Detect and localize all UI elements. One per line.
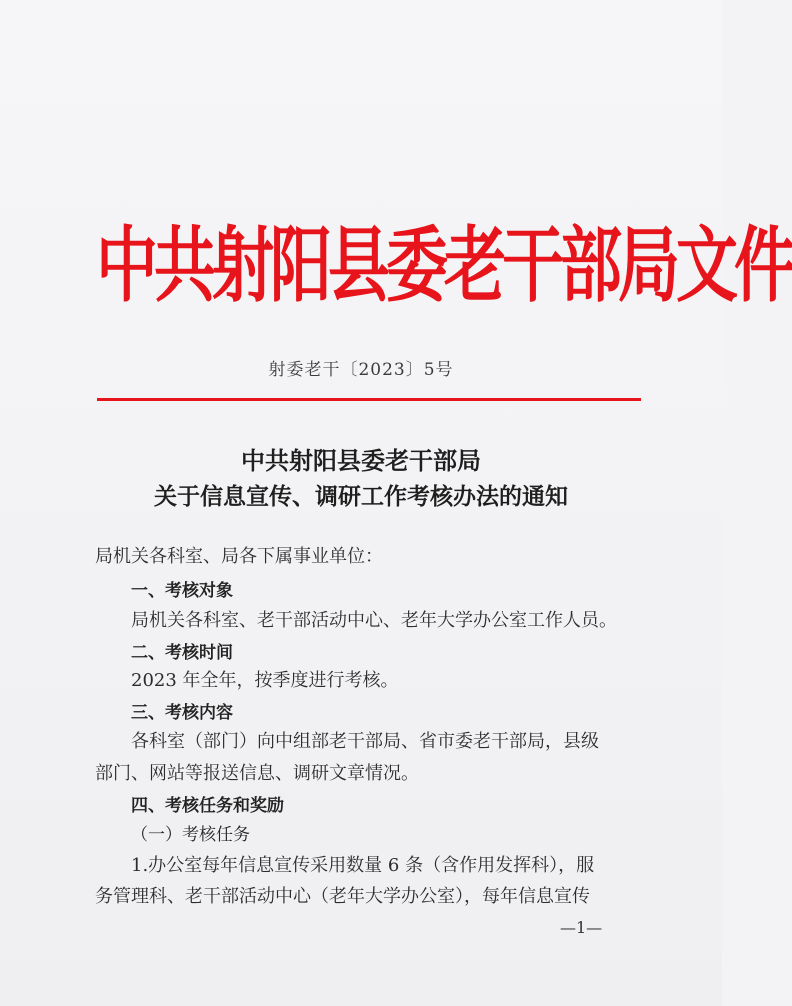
document-number: 射委老干〔2023〕5号 — [268, 360, 454, 380]
section-2-text: 2023 年全年，按季度进行考核。 — [131, 670, 399, 691]
section-4-sub-heading: （一）考核任务 — [131, 825, 250, 845]
section-4-heading: 四、考核任务和奖励 — [131, 796, 284, 816]
section-1-text: 局机关各科室、老干部活动中心、老年大学办公室工作人员。 — [131, 610, 617, 631]
section-3-heading: 三、考核内容 — [131, 703, 233, 723]
section-2-heading: 二、考核时间 — [131, 643, 233, 663]
section-3-text-line-1: 各科室（部门）向中组部老干部局、省市委老干部局，县级 — [131, 731, 599, 752]
section-1-heading: 一、考核对象 — [131, 581, 233, 601]
document-header-title: 中共射阳县委老干部局文件 — [96, 217, 792, 314]
section-3-text-line-2: 部门、网站等报送信息、调研文章情况。 — [95, 763, 419, 784]
salutation: 局机关各科室、局各下属事业单位： — [95, 546, 383, 567]
notice-title-line-1: 中共射阳县委老干部局 — [241, 446, 481, 475]
section-4-item-1-line-2: 务管理科、老干部活动中心（老年大学办公室），每年信息宣传 — [95, 886, 590, 907]
section-4-item-1-line-1: 1.办公室每年信息宣传采用数量 6 条（含作用发挥科），服 — [131, 855, 595, 876]
notice-title-line-2: 关于信息宣传、调研工作考核办法的通知 — [154, 483, 568, 510]
page-number: —1— — [560, 918, 603, 937]
red-separator-line — [97, 398, 641, 401]
